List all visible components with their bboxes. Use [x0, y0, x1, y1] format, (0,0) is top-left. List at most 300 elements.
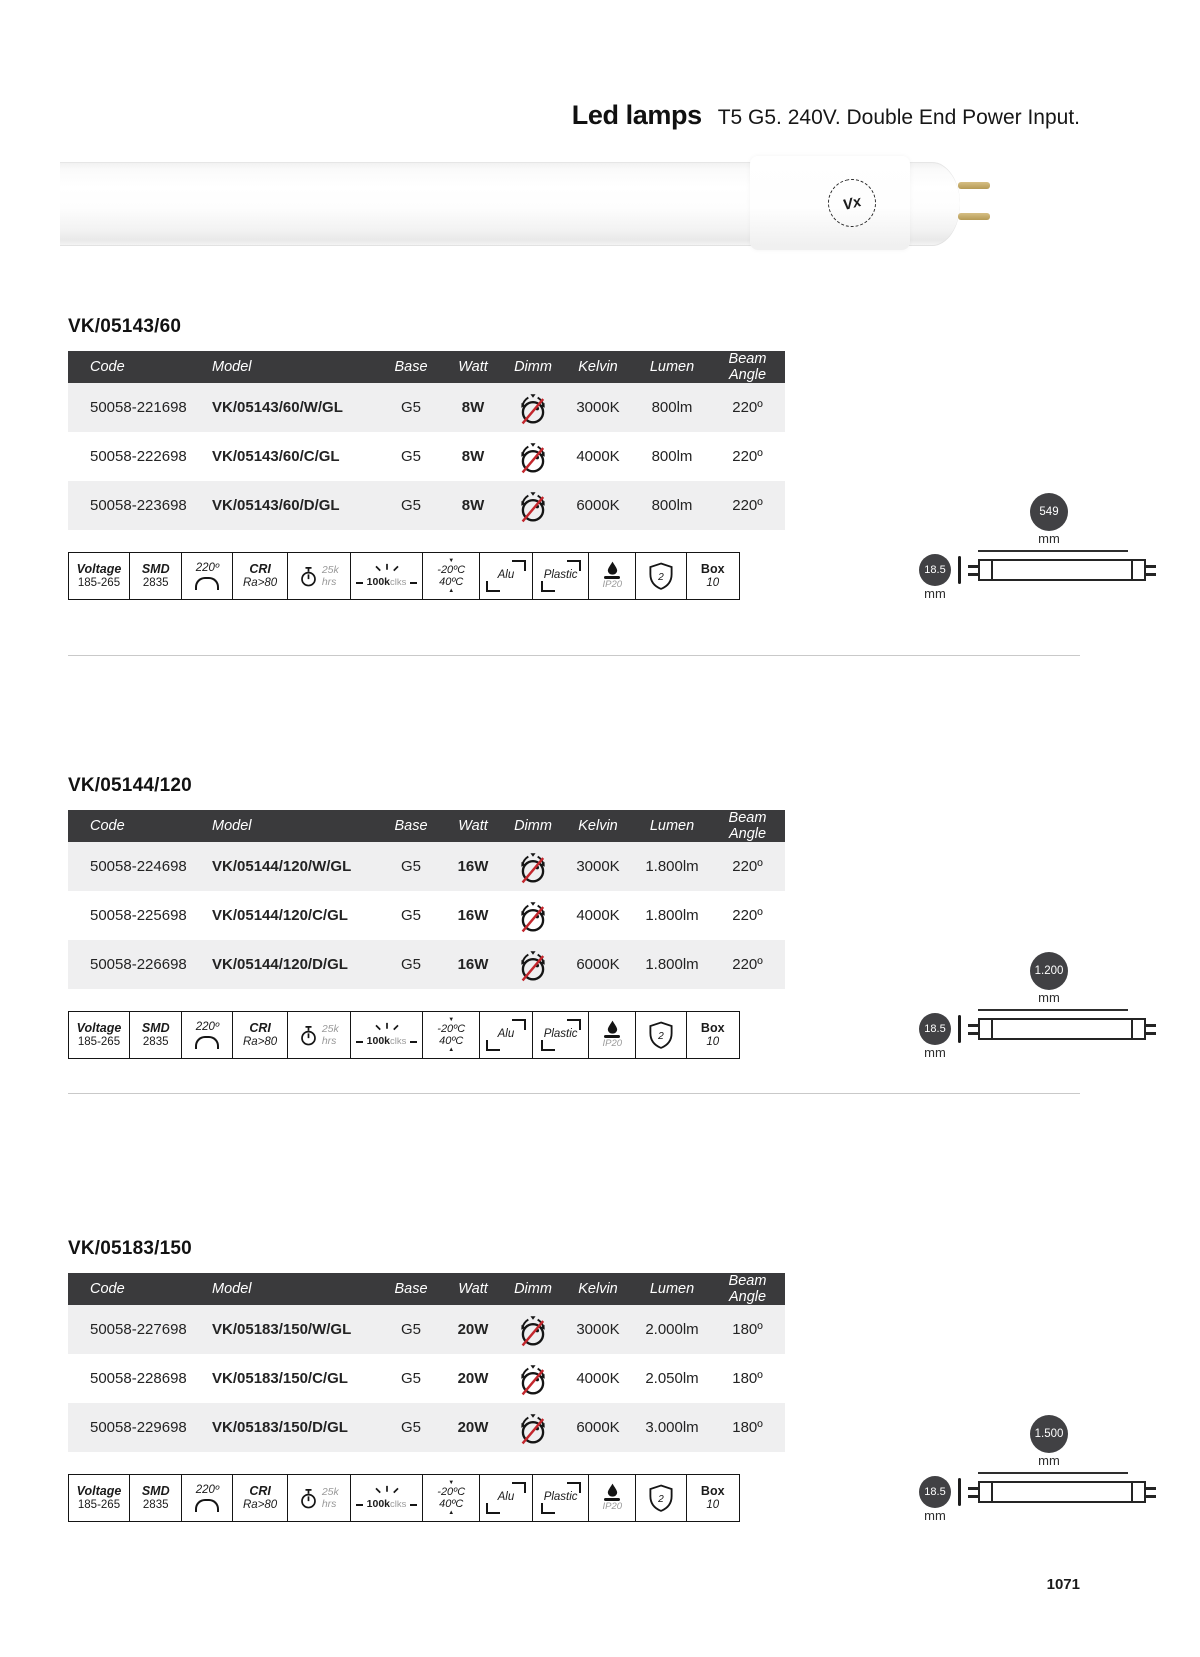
- section-divider: [68, 655, 1080, 656]
- cell-model: VK/05143/60/D/GL: [212, 497, 340, 514]
- cell-watt: 8W: [461, 399, 485, 416]
- cap-line: [991, 1020, 993, 1038]
- table-row: [68, 1403, 785, 1452]
- dimension-diagram: [907, 952, 1157, 1061]
- col-header-lumen: Lumen: [649, 1281, 695, 1297]
- cell-base: G5: [400, 907, 421, 924]
- spec-ip-rating: [588, 1474, 636, 1522]
- cell-code: 50058-227698: [90, 1321, 187, 1338]
- cell-beam: 180º: [732, 1370, 763, 1387]
- col-header-kelvin: Kelvin: [578, 818, 618, 834]
- cell-watt: 8W: [461, 448, 485, 465]
- non-dimmable-icon: [519, 850, 547, 884]
- box-qty: 10: [706, 1035, 720, 1048]
- non-dimmable-icon: [519, 440, 547, 474]
- tube-pin-icon: [968, 1487, 978, 1490]
- drop-icon: [607, 561, 618, 575]
- switch-unit: clks: [390, 1498, 407, 1510]
- lifetime-unit: hrs: [321, 1498, 337, 1510]
- smd-value: 2835: [142, 1035, 169, 1048]
- spec-temp-range: [422, 552, 480, 600]
- arrow-down-icon: ▼: [448, 1479, 455, 1486]
- dash-icon: [356, 1041, 363, 1043]
- diameter-circle: 18.5: [919, 554, 951, 586]
- spec-switch-cycles: [350, 1011, 424, 1059]
- cell-beam: 220º: [732, 907, 763, 924]
- lifetime-unit: hrs: [321, 576, 337, 588]
- cell-dimm: [504, 1362, 562, 1396]
- spec-material-plastic: [532, 1011, 590, 1059]
- tube-outline: [978, 1481, 1146, 1503]
- spec-voltage: [68, 1011, 130, 1059]
- cell-model: VK/05183/150/D/GL: [212, 1419, 348, 1436]
- cell-base: G5: [400, 956, 421, 973]
- cell-kelvin: 6000K: [576, 1419, 620, 1436]
- smd-label: SMD: [141, 1484, 170, 1499]
- beam-arc-icon: [195, 577, 219, 590]
- corner-bracket-icon: [486, 1040, 500, 1051]
- spec-switch-cycles: [350, 552, 424, 600]
- dash-icon: [410, 1041, 417, 1043]
- spec-lifetime: [287, 1011, 351, 1059]
- cell-lumen: 1.800lm: [645, 858, 699, 875]
- diameter-tick: [958, 556, 961, 584]
- cell-kelvin: 4000K: [576, 448, 620, 465]
- cell-code: 50058-224698: [90, 858, 187, 875]
- voltage-value: 185-265: [77, 576, 121, 589]
- spec-beam-angle: [181, 1474, 233, 1522]
- non-dimmable-icon: [519, 948, 547, 982]
- cell-lumen: 1.800lm: [645, 956, 699, 973]
- col-header-code: Code: [90, 359, 125, 375]
- tube-pin-icon: [1146, 573, 1156, 576]
- smd-value: 2835: [142, 576, 169, 589]
- cell-base: G5: [400, 1419, 421, 1436]
- col-header-model: Model: [212, 1281, 252, 1297]
- drop-icon: [607, 1483, 618, 1497]
- temp-max: 40ºC: [439, 1035, 464, 1047]
- material-plastic: Plastic: [543, 1491, 578, 1504]
- ip-value: IP20: [602, 579, 623, 591]
- table-row: [68, 891, 785, 940]
- col-header-dimm: Dimm: [514, 1281, 552, 1297]
- beam-arc-icon: [195, 1499, 219, 1512]
- cell-beam: 220º: [732, 858, 763, 875]
- cell-lumen: 800lm: [651, 399, 693, 416]
- diameter-unit: mm: [924, 586, 946, 601]
- smd-label: SMD: [141, 562, 170, 577]
- rays-icon: [370, 1485, 404, 1496]
- corner-bracket-icon: [512, 1482, 526, 1493]
- page-number: 1071: [1046, 1576, 1080, 1593]
- col-header-model: Model: [212, 359, 252, 375]
- col-header-kelvin: Kelvin: [578, 359, 618, 375]
- ip-value: IP20: [602, 1038, 623, 1050]
- stopwatch-icon: [299, 566, 318, 587]
- cell-watt: 16W: [457, 956, 489, 973]
- length-dimension: [1013, 952, 1085, 1005]
- cell-beam: 220º: [732, 956, 763, 973]
- material-alu: Alu: [497, 1491, 515, 1504]
- spec-warranty: [635, 1011, 687, 1059]
- col-header-base: Base: [394, 818, 428, 834]
- spec-beam-angle: [181, 1011, 233, 1059]
- length-dimension: [1013, 1415, 1085, 1468]
- length-unit: mm: [1038, 531, 1060, 546]
- voltage-value: 185-265: [77, 1498, 121, 1511]
- material-alu: Alu: [497, 1028, 515, 1041]
- arrow-up-icon: ▲: [448, 1047, 455, 1054]
- cell-model: VK/05144/120/W/GL: [212, 858, 352, 875]
- cell-dimm: [504, 391, 562, 425]
- cell-dimm: [504, 1313, 562, 1347]
- cell-lumen: 2.000lm: [645, 1321, 699, 1338]
- measure-line: [978, 1472, 1128, 1474]
- table-row: [68, 940, 785, 989]
- dash-icon: [410, 1504, 417, 1506]
- spec-material-alu: [479, 1474, 533, 1522]
- non-dimmable-icon: [519, 489, 547, 523]
- spec-material-plastic: [532, 552, 590, 600]
- corner-bracket-icon: [541, 1040, 555, 1051]
- measure-line: [978, 1009, 1128, 1011]
- diameter-circle: 18.5: [919, 1476, 951, 1508]
- cell-lumen: 2.050lm: [645, 1370, 699, 1387]
- length-circle: 1.200: [1030, 952, 1068, 990]
- tube-pin-icon: [1146, 1487, 1156, 1490]
- col-header-beam: Beam Angle: [728, 810, 767, 842]
- cell-model: VK/05183/150/W/GL: [212, 1321, 352, 1338]
- beam-angle-value: 220º: [195, 1483, 220, 1496]
- corner-bracket-icon: [541, 1503, 555, 1514]
- material-plastic: Plastic: [543, 569, 578, 582]
- spec-smd: [129, 1011, 183, 1059]
- cell-watt: 8W: [461, 497, 485, 514]
- dimension-diagram: [907, 493, 1157, 602]
- page-header: [572, 100, 1080, 131]
- arrow-down-icon: ▼: [448, 1016, 455, 1023]
- col-header-beam: Beam Angle: [728, 1273, 767, 1305]
- cell-dimm: [504, 948, 562, 982]
- temp-min: -20ºC: [437, 1022, 466, 1035]
- spec-warranty: [635, 1474, 687, 1522]
- table-header-row: [68, 351, 785, 383]
- corner-bracket-icon: [567, 1019, 581, 1030]
- temp-max: 40ºC: [439, 576, 464, 588]
- diameter-dimension: [918, 1013, 952, 1060]
- spec-material-plastic: [532, 1474, 590, 1522]
- length-unit: mm: [1038, 1453, 1060, 1468]
- corner-bracket-icon: [512, 560, 526, 571]
- rays-icon: [370, 563, 404, 574]
- stopwatch-icon: [299, 1025, 318, 1046]
- tube-pin-icon: [958, 182, 990, 189]
- spec-voltage: [68, 1474, 130, 1522]
- non-dimmable-icon: [519, 1411, 547, 1445]
- tube-schematic: [907, 1017, 1157, 1061]
- col-header-code: Code: [90, 818, 125, 834]
- cap-line: [991, 1483, 993, 1501]
- cell-kelvin: 4000K: [576, 1370, 620, 1387]
- voltage-label: Voltage: [76, 1021, 122, 1036]
- col-header-beam: Beam Angle: [728, 351, 767, 383]
- lifetime-unit: hrs: [321, 1035, 337, 1047]
- switch-value: 100k: [366, 1034, 390, 1047]
- cell-kelvin: 4000K: [576, 907, 620, 924]
- cell-lumen: 800lm: [651, 448, 693, 465]
- cap-line: [1131, 561, 1133, 579]
- spec-cri: [232, 552, 288, 600]
- cell-lumen: 800lm: [651, 497, 693, 514]
- dash-icon: [410, 582, 417, 584]
- cri-label: CRI: [249, 562, 271, 577]
- non-dimmable-icon: [519, 899, 547, 933]
- tube-outline: [978, 1018, 1146, 1040]
- corner-bracket-icon: [486, 581, 500, 592]
- spec-lifetime: [287, 552, 351, 600]
- col-header-kelvin: Kelvin: [578, 1281, 618, 1297]
- tube-pin-icon: [968, 1495, 978, 1498]
- corner-bracket-icon: [567, 1482, 581, 1493]
- cell-kelvin: 3000K: [576, 1321, 620, 1338]
- stopwatch-icon: [299, 1488, 318, 1509]
- cell-dimm: [504, 440, 562, 474]
- box-qty: 10: [706, 1498, 720, 1511]
- cell-watt: 20W: [457, 1321, 489, 1338]
- diameter-unit: mm: [924, 1045, 946, 1060]
- cell-code: 50058-228698: [90, 1370, 187, 1387]
- product-table: [68, 810, 785, 989]
- cell-base: G5: [400, 1370, 421, 1387]
- lifetime-value: 25k: [321, 563, 339, 576]
- spec-smd: [129, 1474, 183, 1522]
- cell-code: 50058-221698: [90, 399, 187, 416]
- tube-pin-icon: [968, 1032, 978, 1035]
- led-tube-photo: [60, 152, 990, 250]
- length-unit: mm: [1038, 990, 1060, 1005]
- beam-angle-value: 220º: [195, 561, 220, 574]
- cell-dimm: [504, 489, 562, 523]
- arrow-up-icon: ▲: [448, 588, 455, 595]
- cell-base: G5: [400, 497, 421, 514]
- cell-dimm: [504, 899, 562, 933]
- cell-kelvin: 3000K: [576, 858, 620, 875]
- cell-beam: 220º: [732, 497, 763, 514]
- spec-ip-rating: [588, 1011, 636, 1059]
- beam-arc-icon: [195, 1036, 219, 1049]
- tube-pin-icon: [1146, 1032, 1156, 1035]
- warranty-years: 2: [658, 1494, 664, 1506]
- length-dimension: [1013, 493, 1085, 546]
- cri-value: Ra>80: [243, 1498, 278, 1511]
- cell-dimm: [504, 850, 562, 884]
- col-header-watt: Watt: [458, 818, 488, 834]
- cell-lumen: 3.000lm: [645, 1419, 699, 1436]
- product-heading: VK/05143/60: [68, 316, 182, 337]
- arrow-up-icon: ▲: [448, 1510, 455, 1517]
- table-row: [68, 383, 785, 432]
- page-title: Led lamps: [571, 100, 702, 130]
- tube-pin-icon: [1146, 1495, 1156, 1498]
- cap-line: [1131, 1483, 1133, 1501]
- cap-line: [991, 561, 993, 579]
- lifetime-value: 25k: [321, 1022, 339, 1035]
- shield-icon: [649, 1484, 673, 1512]
- spec-warranty: [635, 552, 687, 600]
- spec-material-alu: [479, 552, 533, 600]
- page-subtitle: T5 G5. 240V. Double End Power Input.: [717, 106, 1080, 129]
- arrow-down-icon: ▼: [448, 557, 455, 564]
- spec-box: [686, 552, 740, 600]
- tube-schematic: [907, 1480, 1157, 1524]
- cell-base: G5: [400, 1321, 421, 1338]
- col-header-code: Code: [90, 1281, 125, 1297]
- cell-code: 50058-225698: [90, 907, 187, 924]
- material-alu: Alu: [497, 569, 515, 582]
- tube-pin-icon: [968, 573, 978, 576]
- measure-line: [978, 550, 1128, 552]
- tube-pin-icon: [1146, 1024, 1156, 1027]
- shield-icon: [649, 1021, 673, 1049]
- non-dimmable-icon: [519, 1362, 547, 1396]
- spec-switch-cycles: [350, 1474, 424, 1522]
- warranty-years: 2: [658, 1031, 664, 1043]
- cell-watt: 20W: [457, 1370, 489, 1387]
- col-header-lumen: Lumen: [649, 818, 695, 834]
- cell-code: 50058-226698: [90, 956, 187, 973]
- non-dimmable-icon: [519, 391, 547, 425]
- cell-code: 50058-223698: [90, 497, 187, 514]
- table-row: [68, 1354, 785, 1403]
- temp-min: -20ºC: [437, 563, 466, 576]
- col-header-watt: Watt: [458, 359, 488, 375]
- box-label: Box: [700, 1484, 725, 1499]
- spec-voltage: [68, 552, 130, 600]
- switch-unit: clks: [390, 576, 407, 588]
- cell-model: VK/05143/60/C/GL: [212, 448, 340, 465]
- table-header-row: [68, 810, 785, 842]
- length-circle: 549: [1030, 493, 1068, 531]
- smd-label: SMD: [141, 1021, 170, 1036]
- cell-model: VK/05143/60/W/GL: [212, 399, 343, 416]
- lifetime-value: 25k: [321, 1485, 339, 1498]
- tube-schematic: [907, 558, 1157, 602]
- box-label: Box: [700, 562, 725, 577]
- tube-end-cap: [750, 156, 910, 250]
- spec-temp-range: [422, 1011, 480, 1059]
- col-header-base: Base: [394, 359, 428, 375]
- cap-line: [1131, 1020, 1133, 1038]
- warranty-years: 2: [658, 572, 664, 584]
- brand-logo-icon: Vx: [823, 174, 881, 232]
- box-label: Box: [700, 1021, 725, 1036]
- spec-temp-range: [422, 1474, 480, 1522]
- table-row: [68, 481, 785, 530]
- diameter-dimension: [918, 554, 952, 601]
- cell-watt: 16W: [457, 858, 489, 875]
- spec-box: [686, 1011, 740, 1059]
- spec-beam-angle: [181, 552, 233, 600]
- cell-code: 50058-229698: [90, 1419, 187, 1436]
- diameter-tick: [958, 1015, 961, 1043]
- tube-pin-icon: [1146, 565, 1156, 568]
- cell-dimm: [504, 1411, 562, 1445]
- product-table: [68, 351, 785, 530]
- cell-beam: 180º: [732, 1321, 763, 1338]
- corner-bracket-icon: [567, 560, 581, 571]
- cri-value: Ra>80: [243, 576, 278, 589]
- col-header-watt: Watt: [458, 1281, 488, 1297]
- tube-pin-icon: [958, 213, 990, 220]
- dash-icon: [356, 582, 363, 584]
- cri-label: CRI: [249, 1021, 271, 1036]
- col-header-dimm: Dimm: [514, 359, 552, 375]
- corner-bracket-icon: [541, 581, 555, 592]
- cell-model: VK/05144/120/D/GL: [212, 956, 348, 973]
- diameter-circle: 18.5: [919, 1013, 951, 1045]
- spec-box: [686, 1474, 740, 1522]
- cell-kelvin: 6000K: [576, 497, 620, 514]
- diameter-unit: mm: [924, 1508, 946, 1523]
- shield-icon: [649, 562, 673, 590]
- cell-beam: 220º: [732, 448, 763, 465]
- material-plastic: Plastic: [543, 1028, 578, 1041]
- diameter-dimension: [918, 1476, 952, 1523]
- temp-max: 40ºC: [439, 1498, 464, 1510]
- col-header-model: Model: [212, 818, 252, 834]
- tube-pin-icon: [968, 1024, 978, 1027]
- temp-min: -20ºC: [437, 1485, 466, 1498]
- product-heading: VK/05144/120: [68, 775, 192, 796]
- cell-beam: 220º: [732, 399, 763, 416]
- switch-value: 100k: [366, 575, 390, 588]
- cell-watt: 20W: [457, 1419, 489, 1436]
- switch-unit: clks: [390, 1035, 407, 1047]
- spec-smd: [129, 552, 183, 600]
- dimension-diagram: [907, 1415, 1157, 1524]
- product-table: [68, 1273, 785, 1452]
- cell-base: G5: [400, 399, 421, 416]
- spec-ip-rating: [588, 552, 636, 600]
- cell-base: G5: [400, 448, 421, 465]
- cell-watt: 16W: [457, 907, 489, 924]
- non-dimmable-icon: [519, 1313, 547, 1347]
- rays-icon: [370, 1022, 404, 1033]
- cell-code: 50058-222698: [90, 448, 187, 465]
- cri-label: CRI: [249, 1484, 271, 1499]
- ip-value: IP20: [602, 1501, 623, 1513]
- table-row: [68, 1305, 785, 1354]
- voltage-label: Voltage: [76, 562, 122, 577]
- cell-beam: 180º: [732, 1419, 763, 1436]
- dash-icon: [356, 1504, 363, 1506]
- diameter-tick: [958, 1478, 961, 1506]
- length-circle: 1.500: [1030, 1415, 1068, 1453]
- voltage-value: 185-265: [77, 1035, 121, 1048]
- box-qty: 10: [706, 576, 720, 589]
- col-header-lumen: Lumen: [649, 359, 695, 375]
- spec-cri: [232, 1011, 288, 1059]
- section-divider: [68, 1093, 1080, 1094]
- drop-icon: [607, 1020, 618, 1034]
- cri-value: Ra>80: [243, 1035, 278, 1048]
- product-section-2: [68, 775, 1200, 1059]
- tube-outline: [978, 559, 1146, 581]
- cell-kelvin: 6000K: [576, 956, 620, 973]
- col-header-dimm: Dimm: [514, 818, 552, 834]
- cell-kelvin: 3000K: [576, 399, 620, 416]
- smd-value: 2835: [142, 1498, 169, 1511]
